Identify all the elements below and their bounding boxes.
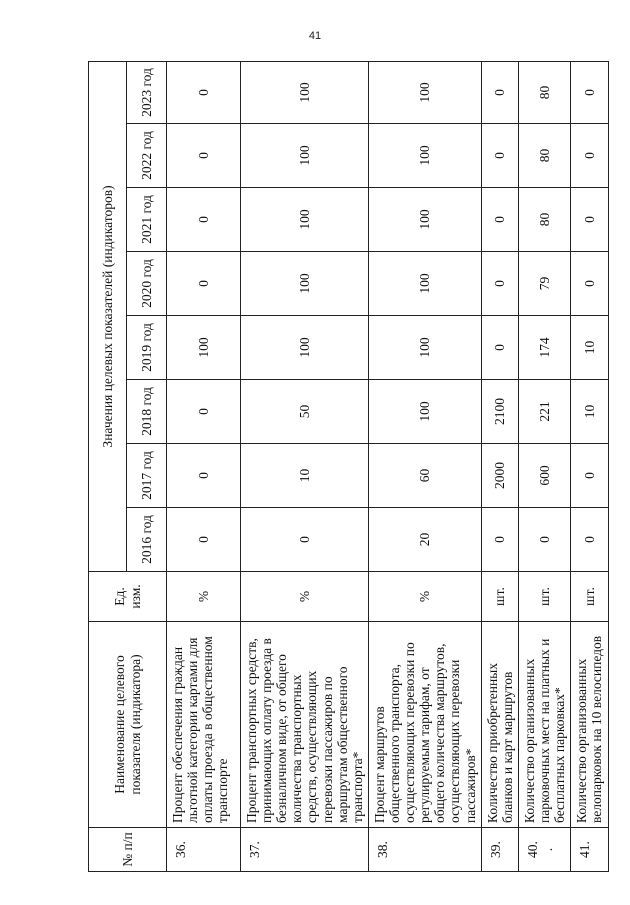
row-value: 60 [368, 444, 481, 508]
table-row [518, 61, 570, 871]
row-num: 37. [241, 828, 369, 872]
row-value: 0 [167, 252, 241, 316]
row-value: 0 [481, 124, 518, 188]
row-value: 0 [571, 188, 609, 252]
row-value: 0 [571, 252, 609, 316]
row-value: 0 [481, 252, 518, 316]
row-value: 10 [241, 444, 369, 508]
row-value: 0 [167, 124, 241, 188]
row-unit: шт. [518, 572, 570, 622]
row-name: Процент транспортных средств, принимающих оплату проезда в безналичном виде, от общего количества транспортных средств, осуществляющих перевозки пассажиров по маршрутам общественного транспорта* [241, 622, 369, 828]
row-value: 0 [571, 124, 609, 188]
row-value: 100 [241, 316, 369, 380]
row-value: 221 [518, 380, 570, 444]
header-year-2022: 2022 год [127, 124, 167, 188]
row-value: 100 [167, 316, 241, 380]
row-unit: % [167, 572, 241, 622]
rotated-table-container [88, 62, 605, 872]
row-value: 600 [518, 444, 570, 508]
row-num: 36. [167, 828, 241, 872]
row-value: 0 [481, 316, 518, 380]
row-value: 80 [518, 61, 570, 123]
header-year-2019: 2019 год [127, 316, 167, 380]
row-num: 40. [524, 841, 540, 858]
row-unit: % [241, 572, 369, 622]
row-value: 100 [241, 61, 369, 123]
row-value: 0 [167, 444, 241, 508]
row-value: 174 [518, 316, 570, 380]
row-unit: шт. [571, 572, 609, 622]
row-value: 100 [241, 252, 369, 316]
row-value: 0 [167, 508, 241, 572]
table-row [481, 61, 518, 871]
row-value: 50 [241, 380, 369, 444]
header-year-2016: 2016 год [127, 508, 167, 572]
header-values-group: Значения целевых показателей (индикаторов) [89, 61, 127, 571]
row-value: 0 [167, 380, 241, 444]
row-num-cell [518, 828, 570, 872]
table-row [241, 61, 369, 871]
row-value: 2000 [481, 444, 518, 508]
row-value: 80 [518, 188, 570, 252]
row-value: 2100 [481, 380, 518, 444]
row-value: 10 [571, 316, 609, 380]
row-num: 38. [368, 828, 481, 872]
header-year-2021: 2021 год [127, 188, 167, 252]
header-name: Наименование целевого показателя (индикатора) [89, 622, 167, 828]
row-unit: % [368, 572, 481, 622]
row-value: 79 [518, 252, 570, 316]
row-num: 39. [481, 828, 518, 872]
row-value: 100 [368, 124, 481, 188]
header-year-2017: 2017 год [127, 444, 167, 508]
row-value: 80 [518, 124, 570, 188]
row-value: 20 [368, 508, 481, 572]
header-year-2018: 2018 год [127, 380, 167, 444]
row-value: 0 [571, 508, 609, 572]
row-value: 100 [368, 316, 481, 380]
header-year-2023: 2023 год [127, 61, 167, 123]
row-name: Количество организованных парковочных мест на платных и бесплатных парковках* [518, 622, 570, 828]
row-value: 100 [368, 380, 481, 444]
row-value: 0 [167, 61, 241, 123]
table-row [368, 61, 481, 871]
row-value: 0 [571, 61, 609, 123]
row-name: Количество приобретенных бланков и карт маршрутов [481, 622, 518, 828]
row-value: 0 [481, 61, 518, 123]
table-row [571, 61, 609, 871]
header-num: № п/п [89, 828, 167, 872]
indicators-table [88, 61, 609, 872]
row-value: 0 [481, 508, 518, 572]
row-num: 41. [571, 828, 609, 872]
header-unit: Ед. изм. [89, 572, 167, 622]
row-num-extra: . [539, 847, 555, 852]
page-number: 41 [308, 30, 322, 42]
table-row [167, 61, 241, 871]
row-value: 100 [368, 252, 481, 316]
row-value: 0 [571, 444, 609, 508]
row-value: 100 [241, 124, 369, 188]
rotated-table-area [88, 62, 605, 872]
row-name: Процент маршрутов общественного транспорта, осуществляющих перевозки по регулируемым тарифам, от общего количества маршрутов, осуществляющих перевозки пассажиров* [368, 622, 481, 828]
row-value: 100 [241, 188, 369, 252]
row-value: 0 [167, 188, 241, 252]
row-value: 0 [481, 188, 518, 252]
row-value: 10 [571, 380, 609, 444]
row-name: Процент обеспечения граждан льготной категории картами для оплаты проезда в общественном транспорте [167, 622, 241, 828]
row-unit: шт. [481, 572, 518, 622]
row-name: Количество организованных велопарковок на 10 велосипедов [571, 622, 609, 828]
row-value: 100 [368, 188, 481, 252]
row-value: 0 [518, 508, 570, 572]
row-value: 100 [368, 61, 481, 123]
header-year-2020: 2020 год [127, 252, 167, 316]
row-value: 0 [241, 508, 369, 572]
